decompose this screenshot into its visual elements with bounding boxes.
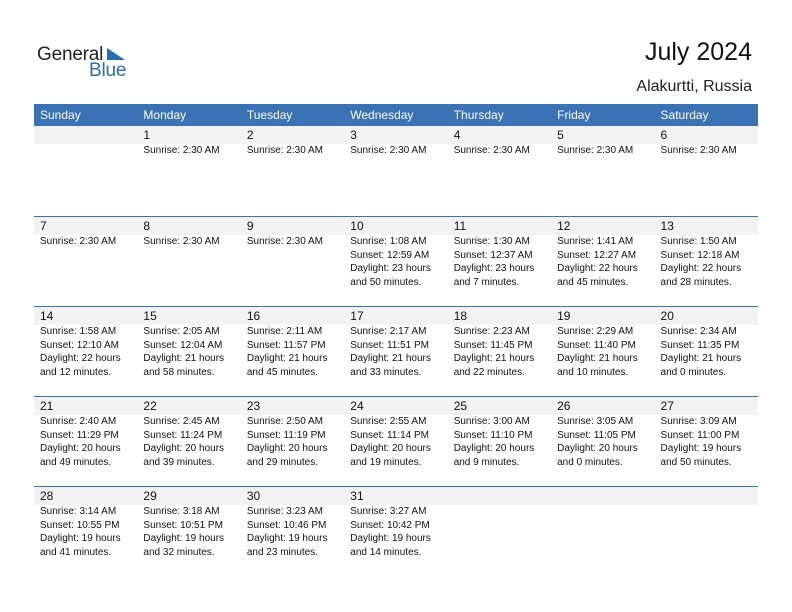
logo-text-blue: Blue: [89, 60, 127, 81]
day-info-line: Sunset: 12:10 AM: [40, 339, 119, 351]
calendar-week: [34, 126, 758, 216]
day-info-line: Daylight: 22 hours: [40, 353, 121, 364]
weekday-sunday: Sunday: [40, 108, 81, 122]
day-number: 16: [241, 307, 344, 325]
day-cell: [241, 307, 344, 396]
day-info-line: and 45 minutes.: [557, 276, 629, 288]
day-cell: [241, 487, 344, 576]
day-number: 18: [448, 307, 551, 325]
day-info-line: and 39 minutes.: [143, 456, 215, 468]
day-cell: [655, 397, 758, 486]
day-number: 29: [137, 487, 240, 505]
day-info-line: Sunrise: 3:27 AM: [350, 506, 427, 517]
day-info-line: Sunrise: 2:30 AM: [143, 236, 220, 247]
empty-day-cell: [551, 487, 654, 576]
day-info-line: Sunrise: 1:30 AM: [453, 236, 530, 247]
day-info-line: Sunset: 12:37 AM: [453, 249, 533, 261]
day-info-line: Sunset: 12:59 AM: [350, 249, 430, 261]
day-cell: [551, 397, 654, 486]
empty-day-bar: [34, 126, 137, 144]
day-info-line: Sunrise: 2:30 AM: [557, 145, 634, 156]
day-cell: [551, 217, 654, 306]
day-number: 27: [655, 397, 758, 415]
day-info-line: Daylight: 23 hours: [453, 263, 535, 274]
day-info-line: Sunrise: 2:40 AM: [40, 416, 117, 427]
day-info-line: and 29 minutes.: [246, 456, 319, 468]
page-title: July 2024: [644, 38, 752, 66]
day-number: 6: [655, 126, 758, 144]
day-info-line: Sunset: 12:04 AM: [143, 339, 223, 351]
day-number: 26: [551, 397, 654, 415]
calendar-week: [34, 306, 758, 396]
day-info-line: Daylight: 19 hours: [350, 533, 431, 544]
weekday-wednesday: Wednesday: [350, 108, 414, 122]
day-number: 28: [34, 487, 137, 505]
day-number: 12: [551, 217, 654, 235]
day-info-line: Sunset: 12:18 AM: [660, 249, 740, 261]
day-info-line: Sunrise: 2:34 AM: [660, 326, 737, 337]
day-info-line: Sunrise: 2:50 AM: [246, 416, 323, 427]
day-info-line: Sunrise: 3:09 AM: [660, 416, 737, 427]
day-info-line: Sunrise: 3:05 AM: [557, 416, 634, 427]
day-info-line: Daylight: 19 hours: [246, 533, 328, 544]
day-info-line: Sunset: 11:10 PM: [453, 429, 533, 441]
day-cell: [655, 126, 758, 216]
day-info-line: Sunrise: 1:08 AM: [350, 236, 427, 247]
day-cell: [344, 307, 447, 396]
day-info-line: Sunrise: 2:17 AM: [350, 326, 427, 337]
day-number: 10: [344, 217, 447, 235]
day-info-line: Daylight: 20 hours: [246, 443, 328, 454]
day-info-line: and 12 minutes.: [40, 366, 112, 378]
day-info-line: Sunrise: 2:11 AM: [246, 326, 323, 337]
location-label: Alakurtti, Russia: [636, 78, 752, 95]
day-number: 8: [137, 217, 240, 235]
day-info-line: Sunset: 11:57 PM: [246, 339, 326, 351]
day-number: 14: [34, 307, 137, 325]
triangle-flag-icon: [105, 46, 127, 64]
day-info-line: Sunset: 11:51 PM: [350, 339, 430, 351]
day-info-line: and 0 minutes.: [557, 456, 623, 468]
day-info-line: Daylight: 22 hours: [660, 263, 742, 274]
day-info-line: Sunset: 10:51 PM: [143, 519, 223, 531]
weekday-tuesday: Tuesday: [246, 108, 293, 122]
day-number: 11: [448, 217, 551, 235]
day-info-line: Sunset: 11:24 PM: [143, 429, 223, 441]
day-number: 25: [448, 397, 551, 415]
day-info-line: and 19 minutes.: [350, 456, 422, 468]
day-info-line: Sunrise: 1:58 AM: [40, 326, 117, 337]
day-info-line: Sunset: 11:45 PM: [453, 339, 533, 351]
day-info-line: and 14 minutes.: [350, 546, 422, 558]
day-info-line: Sunset: 11:29 PM: [40, 429, 119, 441]
day-info-line: Sunset: 11:19 PM: [246, 429, 326, 441]
day-info-line: Daylight: 22 hours: [557, 263, 638, 274]
day-info-line: Daylight: 20 hours: [40, 443, 121, 454]
day-info-line: Daylight: 19 hours: [660, 443, 742, 454]
empty-day-cell: [34, 126, 137, 216]
day-info-line: Daylight: 21 hours: [350, 353, 431, 364]
day-cell: [241, 217, 344, 306]
weekday-monday: Monday: [143, 108, 187, 122]
weekday-friday: Friday: [557, 108, 591, 122]
day-info-line: Daylight: 20 hours: [557, 443, 638, 454]
day-info-line: Sunrise: 3:23 AM: [246, 506, 323, 517]
day-cell: [344, 126, 447, 216]
day-info-line: and 45 minutes.: [246, 366, 319, 378]
day-info-line: Daylight: 21 hours: [143, 353, 225, 364]
day-number: 20: [655, 307, 758, 325]
day-info-line: and 23 minutes.: [246, 546, 319, 558]
day-info-line: Daylight: 21 hours: [453, 353, 535, 364]
day-info-line: Sunset: 10:42 PM: [350, 519, 430, 531]
day-number: 7: [34, 217, 137, 235]
day-number: 13: [655, 217, 758, 235]
calendar-week: [34, 486, 758, 576]
day-info-line: Sunset: 12:27 AM: [557, 249, 637, 261]
day-number: 22: [137, 397, 240, 415]
logo-text-general: General: [37, 44, 104, 65]
day-number: 19: [551, 307, 654, 325]
day-info-line: Sunrise: 2:30 AM: [143, 145, 220, 156]
day-cell: [34, 307, 137, 396]
day-info-line: Sunset: 11:05 PM: [557, 429, 636, 441]
day-info-line: Daylight: 19 hours: [143, 533, 225, 544]
day-info-line: Sunset: 11:14 PM: [350, 429, 430, 441]
day-cell: [448, 397, 551, 486]
calendar-week: [34, 396, 758, 486]
brand-logo: [37, 44, 137, 80]
day-info-line: Sunrise: 2:30 AM: [246, 236, 323, 247]
day-info-line: Daylight: 21 hours: [660, 353, 742, 364]
day-info-line: Sunrise: 2:55 AM: [350, 416, 427, 427]
day-info-line: Daylight: 20 hours: [143, 443, 225, 454]
day-info-line: Sunrise: 3:18 AM: [143, 506, 220, 517]
day-info-line: and 22 minutes.: [453, 366, 525, 378]
day-cell: [344, 217, 447, 306]
day-cell: [655, 307, 758, 396]
day-number: 23: [241, 397, 344, 415]
weekday-thursday: Thursday: [453, 108, 504, 122]
day-cell: [241, 126, 344, 216]
day-cell: [448, 217, 551, 306]
day-info-line: Daylight: 21 hours: [246, 353, 328, 364]
day-number: 24: [344, 397, 447, 415]
day-info-line: and 32 minutes.: [143, 546, 215, 558]
empty-day-cell: [655, 487, 758, 576]
day-number: 31: [344, 487, 447, 505]
day-info-line: Sunrise: 2:05 AM: [143, 326, 220, 337]
day-info-line: and 0 minutes.: [660, 366, 727, 378]
day-info-line: and 28 minutes.: [660, 276, 732, 288]
day-number: 17: [344, 307, 447, 325]
day-number: 9: [241, 217, 344, 235]
weekday-saturday: Saturday: [660, 108, 709, 122]
day-info-line: and 50 minutes.: [350, 276, 422, 288]
day-info-line: and 33 minutes.: [350, 366, 422, 378]
day-info-line: Sunset: 11:40 PM: [557, 339, 636, 351]
day-info-line: and 9 minutes.: [453, 456, 520, 468]
day-cell: [34, 217, 137, 306]
day-info-line: Sunrise: 3:00 AM: [453, 416, 530, 427]
day-cell: [448, 307, 551, 396]
day-cell: [241, 397, 344, 486]
day-cell: [655, 217, 758, 306]
day-cell: [137, 217, 240, 306]
day-cell: [344, 487, 447, 576]
day-info-line: Daylight: 20 hours: [453, 443, 535, 454]
empty-day-bar: [655, 487, 758, 505]
day-info-line: Sunrise: 2:30 AM: [350, 145, 427, 156]
day-info-line: Sunrise: 2:30 AM: [40, 236, 117, 247]
calendar-grid: [34, 104, 758, 576]
day-cell: [137, 397, 240, 486]
day-cell: [137, 126, 240, 216]
day-info-line: and 41 minutes.: [40, 546, 112, 558]
day-info-line: Sunrise: 2:45 AM: [143, 416, 220, 427]
weekday-header: [34, 104, 758, 126]
day-number: 30: [241, 487, 344, 505]
day-number: 4: [448, 126, 551, 144]
day-number: 1: [137, 126, 240, 144]
day-number: 21: [34, 397, 137, 415]
day-cell: [34, 487, 137, 576]
day-info-line: Sunrise: 2:29 AM: [557, 326, 634, 337]
day-cell: [137, 487, 240, 576]
day-info-line: and 49 minutes.: [40, 456, 112, 468]
day-cell: [551, 307, 654, 396]
day-number: 2: [241, 126, 344, 144]
day-cell: [551, 126, 654, 216]
day-cell: [448, 126, 551, 216]
day-number: 3: [344, 126, 447, 144]
day-info-line: and 7 minutes.: [453, 276, 520, 288]
empty-day-cell: [448, 487, 551, 576]
empty-day-bar: [551, 487, 654, 505]
day-info-line: and 50 minutes.: [660, 456, 732, 468]
day-info-line: Daylight: 19 hours: [40, 533, 121, 544]
day-info-line: Daylight: 20 hours: [350, 443, 431, 454]
day-cell: [34, 397, 137, 486]
day-info-line: Sunrise: 1:41 AM: [557, 236, 634, 247]
day-info-line: Sunrise: 3:14 AM: [40, 506, 117, 517]
day-info-line: Sunset: 10:46 PM: [246, 519, 327, 531]
calendar-week: [34, 216, 758, 306]
day-info-line: Sunrise: 2:30 AM: [453, 145, 530, 156]
day-number: 15: [137, 307, 240, 325]
calendar-weeks: [34, 126, 758, 576]
day-cell: [344, 397, 447, 486]
day-info-line: Daylight: 21 hours: [557, 353, 638, 364]
day-info-line: Sunrise: 2:30 AM: [660, 145, 737, 156]
day-info-line: Sunset: 10:55 PM: [40, 519, 120, 531]
day-info-line: and 10 minutes.: [557, 366, 629, 378]
day-info-line: Sunrise: 1:50 AM: [660, 236, 737, 247]
day-info-line: Sunset: 11:35 PM: [660, 339, 740, 351]
day-cell: [137, 307, 240, 396]
day-info-line: Daylight: 23 hours: [350, 263, 431, 274]
day-info-line: Sunrise: 2:30 AM: [246, 145, 323, 156]
day-info-line: Sunrise: 2:23 AM: [453, 326, 530, 337]
day-number: 5: [551, 126, 654, 144]
day-info-line: and 58 minutes.: [143, 366, 215, 378]
empty-day-bar: [448, 487, 551, 505]
day-info-line: Sunset: 11:00 PM: [660, 429, 740, 441]
